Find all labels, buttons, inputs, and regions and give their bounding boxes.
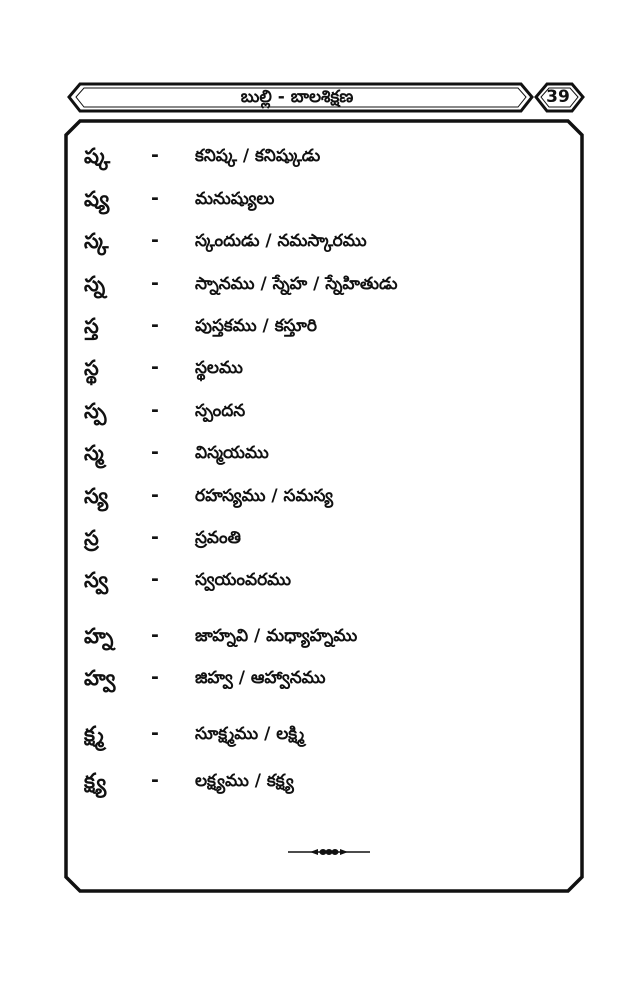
separator-dash: - <box>151 666 159 688</box>
conjunct-letter: స్క <box>84 229 109 253</box>
conjunct-letter: స్థ <box>84 356 99 380</box>
separator-dash: - <box>151 272 159 294</box>
separator-dash: - <box>151 229 159 251</box>
list-item <box>0 718 638 750</box>
example-words: స్కందుడు / నమస్కారము <box>195 231 367 251</box>
example-words: కనిష్క / కనిష్కుడు <box>195 146 321 166</box>
list-item <box>0 522 638 554</box>
separator-dash: - <box>151 769 159 791</box>
example-words: రహస్యము / సమస్య <box>195 486 334 506</box>
list-item <box>0 225 638 257</box>
separator-dash: - <box>151 314 159 336</box>
conjunct-letter: ష్య <box>84 187 110 211</box>
example-words: పుస్తకము / కస్తూరి <box>195 316 317 336</box>
list-item <box>0 437 638 469</box>
conjunct-letter: క్ష్య <box>84 769 107 793</box>
separator-dash: - <box>151 568 159 590</box>
conjunct-letter: స్వ <box>84 568 109 592</box>
example-words: స్థలము <box>195 358 243 378</box>
conjunct-letter: స్య <box>84 484 109 508</box>
list-item <box>0 140 638 172</box>
list-item <box>0 765 638 797</box>
separator-dash: - <box>151 187 159 209</box>
conjunct-letter: స్న <box>84 272 106 296</box>
list-item <box>0 662 638 694</box>
example-words: విస్మయము <box>195 443 269 463</box>
separator-dash: - <box>151 144 159 166</box>
list-item <box>0 183 638 215</box>
list-item <box>0 352 638 384</box>
list-item <box>0 480 638 512</box>
example-words: స్రవంతి <box>195 528 241 548</box>
example-words: స్వయంవరము <box>195 570 292 590</box>
list-item <box>0 268 638 300</box>
separator-dash: - <box>151 441 159 463</box>
example-words: సూక్ష్మము / లక్ష్మి <box>195 724 305 744</box>
conjunct-letter: క్ష్మ <box>84 722 104 746</box>
conjunct-letter: ష్క <box>84 144 111 168</box>
separator-dash: - <box>151 399 159 421</box>
conjunct-letter: స్త <box>84 314 99 338</box>
list-item <box>0 620 638 652</box>
separator-dash: - <box>151 526 159 548</box>
example-words: స్పందన <box>195 401 246 421</box>
separator-dash: - <box>151 356 159 378</box>
page-number: 39 <box>546 87 570 107</box>
list-item <box>0 310 638 342</box>
example-words: జాహ్నవి / మధ్యాహ్నము <box>195 626 358 646</box>
example-words: లక్ష్యము / కక్ష్య <box>195 771 294 791</box>
separator-dash: - <box>151 624 159 646</box>
separator-dash: - <box>151 484 159 506</box>
example-words: జిహ్వ / ఆహ్వానము <box>195 668 326 688</box>
list-item <box>0 395 638 427</box>
divider-ornament-icon <box>288 846 370 858</box>
conjunct-letter: హ్న <box>84 624 114 648</box>
list-item <box>0 564 638 596</box>
example-words: స్నానము / స్నేహ / స్నేహితుడు <box>195 274 398 294</box>
conjunct-letter: హ్వ <box>84 666 116 690</box>
conjunct-letter: స్ర <box>84 526 99 550</box>
header-title: బుల్లి - బాలశిక్షణ <box>240 87 354 107</box>
conjunct-letter: స్ప <box>84 399 107 423</box>
conjunct-letter: స్మ <box>84 441 104 465</box>
separator-dash: - <box>151 722 159 744</box>
example-words: మనుష్యులు <box>195 189 275 209</box>
